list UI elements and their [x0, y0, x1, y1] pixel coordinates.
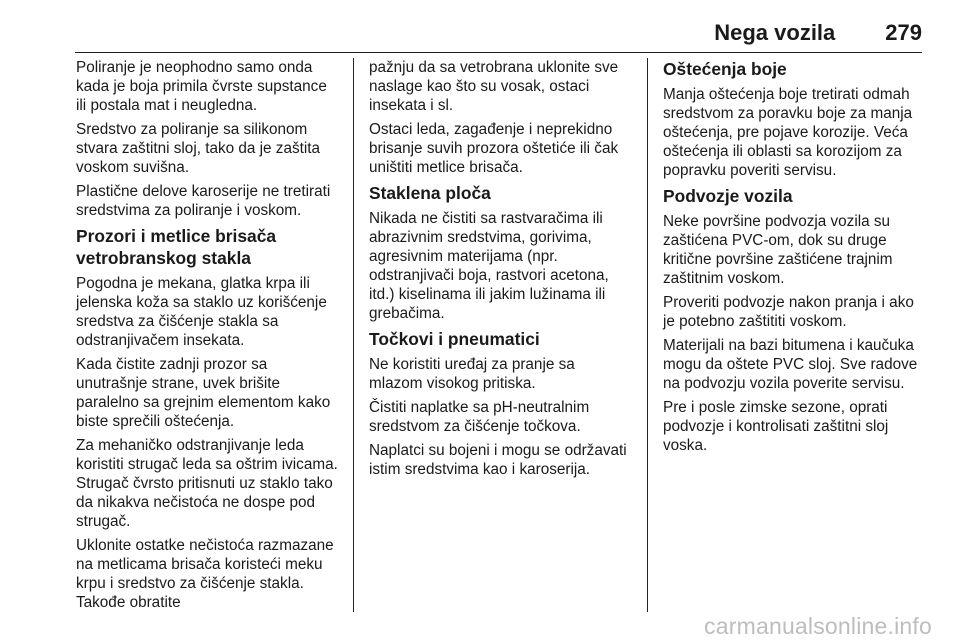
paragraph: pažnju da sa vetrobrana uklonite sve naslage kao što su vosak, ostaci insekata i sl. [369, 59, 619, 114]
paragraph: Poliranje je neophodno samo onda kada je boja primila čvrste supstance ili postala mat i neugledna. [76, 59, 327, 114]
paragraph: Ne koristiti uređaj za pranje sa mlazom visokog pritiska. [369, 356, 575, 392]
paragraph: Manja oštećenja boje tretirati odmah sredstvom za poravku boje za manja oštećenja, pre pojave korozije. Veća oštećenja ili oblasti sa korozijom za popravku poveriti servisu. [663, 86, 913, 179]
paragraph: Sredstvo za poliranje sa silikonom stvara zaštitni sloj, tako da je zaštita voskom suvišna. [76, 121, 321, 176]
column-divider [647, 58, 648, 612]
paragraph: Nikada ne čistiti sa rastvaračima ili abrazivnim sredstvima, gorivima, agresivnim materijama (npr. odstranjivači boja, rastvori acetona, itd.) kiselinama ili jakim lužinama ili grebačima. [369, 210, 609, 322]
text-column-2 [369, 58, 631, 484]
paragraph: Kada čistite zadnji prozor sa unutrašnje strane, uvek brišite paralelno sa grejnim elementom kako biste sprečili oštećenja. [76, 356, 331, 430]
paragraph: Ostaci leda, zagađenje i neprekidno brisanje suvih prozora oštetiće ili čak uništiti metlice brisača. [369, 121, 619, 176]
section-heading-windows-wipers: Prozori i metlice brisača vetrobranskog stakla [76, 226, 277, 268]
paragraph: Naplatci su bojeni i mogu se održavati istim sredstvima kao i karoserija. [369, 442, 627, 478]
section-heading-paint-damage: Oštećenja boje [663, 59, 787, 79]
paragraph: Čistiti naplatke sa pH-neutralnim sredstvom za čišćenje točkova. [369, 399, 590, 435]
column-divider [353, 58, 354, 612]
paragraph: Uklonite ostatke nečistoća razmazane na metlicama brisača koristeći meku krpu i sredstvo za čišćenje stakla. Takođe obratite [76, 537, 334, 611]
paragraph: Za mehaničko odstranjivanje leda koristiti strugač leda sa oštrim ivicama. Strugač čvrsto pritisnuti uz staklo tako da nikakva nečistoća ne dospe pod strugač. [76, 437, 338, 530]
section-heading-glass-panel: Staklena ploča [369, 183, 491, 203]
paragraph: Neke površine podvozja vozila su zaštićena PVC-om, dok su druge kritične površine zaštićene trajnim zaštitnim voskom. [663, 213, 893, 287]
page-header [714, 20, 922, 46]
paragraph: Pre i posle zimske sezone, oprati podvozje i kontrolisati zaštitni sloj voska. [663, 399, 889, 454]
paragraph: Pogodna je mekana, glatka krpa ili jelenska koža sa staklo uz korišćenje sredstva za čišćenje stakla sa odstranjivačem insekata. [76, 275, 327, 349]
section-title: Nega vozila [714, 20, 836, 45]
section-heading-underbody: Podvozje vozila [663, 186, 793, 206]
paragraph: Materijali na bazi bitumena i kaučuka mogu da oštete PVC sloj. Sve radove na podvozju vozila poverite servisu. [663, 337, 918, 392]
text-column-3 [663, 58, 925, 460]
page-number: 279 [885, 20, 922, 45]
text-column-1 [76, 58, 338, 617]
paragraph: Plastične delove karoserije ne tretirati sredstvima za poliranje i voskom. [76, 183, 331, 219]
watermark: carmanualsonline.info [704, 613, 932, 639]
header-rule [75, 52, 922, 53]
section-heading-wheels-tires: Točkovi i pneumatici [369, 329, 540, 349]
paragraph: Proveriti podvozje nakon pranja i ako je potebno zaštititi voskom. [663, 294, 914, 330]
